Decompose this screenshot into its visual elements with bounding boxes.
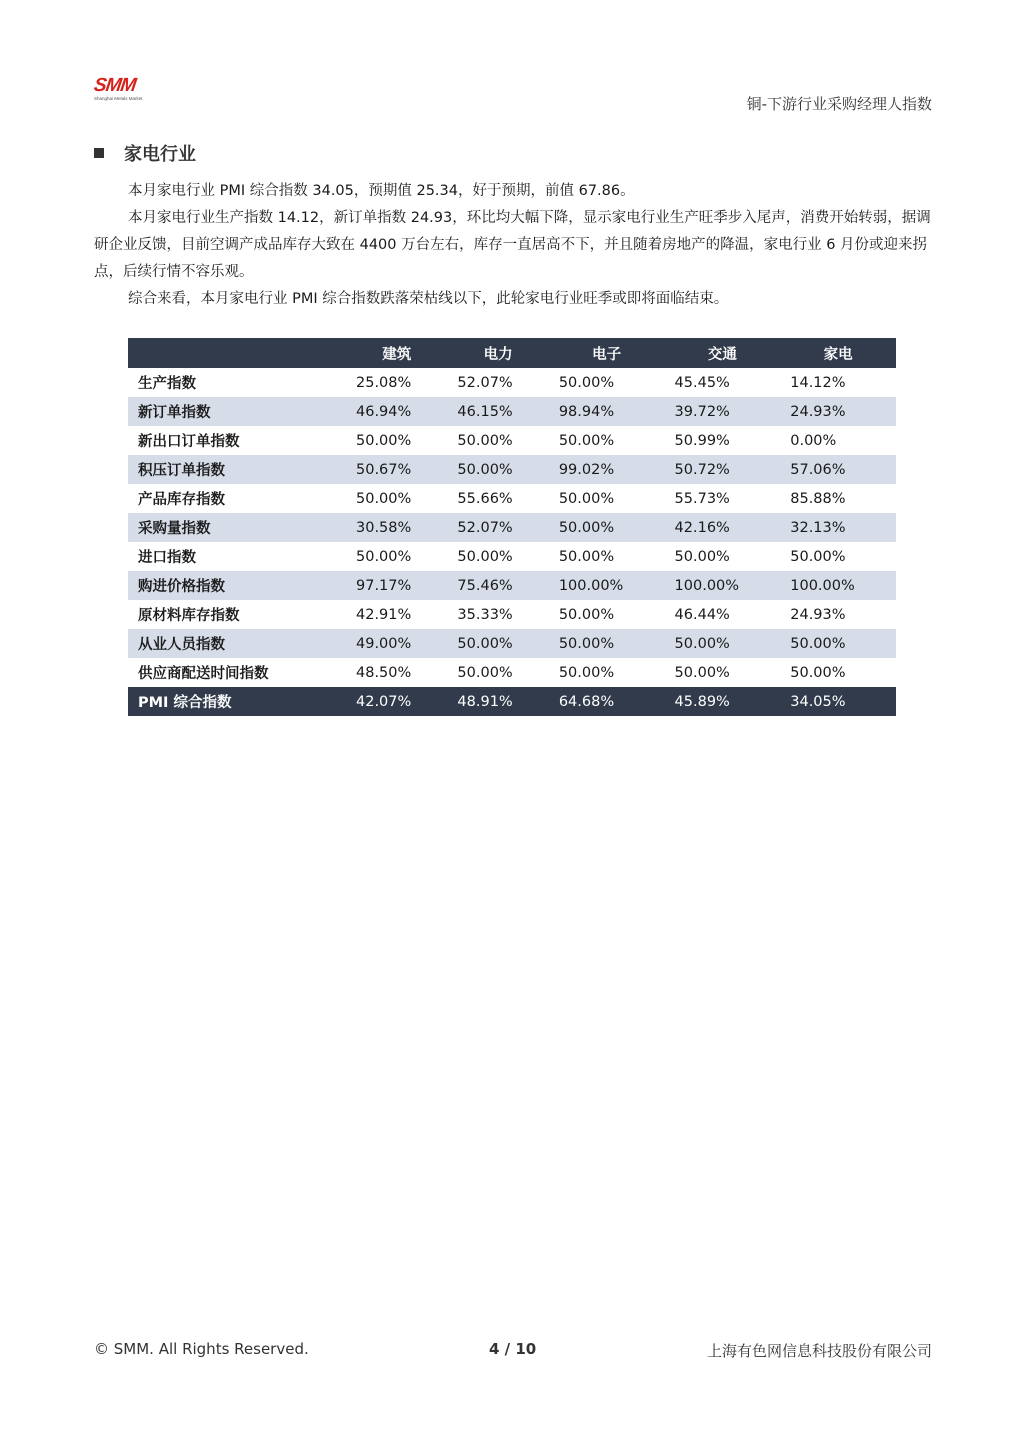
table-cell: 55.73% [674, 490, 730, 507]
table-cell: 100.00% [549, 571, 665, 600]
table-cell: 45.89% [665, 687, 781, 716]
column-header-blank [128, 338, 346, 368]
page-number: 4 / 10 [489, 1340, 537, 1358]
table-row [128, 600, 896, 629]
square-bullet-icon [94, 148, 104, 158]
table-cell: 24.93% [780, 397, 896, 426]
row-label: PMI 综合指数 [128, 687, 346, 716]
table-total-row [128, 687, 896, 716]
paragraph-summary: 本月家电行业 PMI 综合指数 34.05，预期值 25.34，好于预期，前值 67.86。 [128, 183, 635, 199]
row-label: 生产指数 [138, 376, 196, 392]
table-cell: 50.00% [674, 664, 730, 681]
table-cell: 98.94% [549, 397, 665, 426]
column-header-appliances: 家电 [780, 338, 896, 368]
table-row [128, 658, 896, 687]
document-title: 铜-下游行业采购经理人指数 [746, 95, 932, 113]
table-cell: 50.00% [558, 664, 615, 681]
table-cell: 100.00% [665, 571, 781, 600]
table-cell: 50.00% [457, 664, 513, 681]
table-cell: 50.00% [447, 629, 548, 658]
table-cell: 50.00% [457, 432, 513, 449]
paragraph-conclusion: 综合来看，本月家电行业 PMI 综合指数跌落荣枯线以下，此轮家电行业旺季或即将面临结束。 [128, 291, 729, 307]
column-header-construction: 建筑 [346, 338, 447, 368]
row-label: 积压订单指数 [128, 455, 346, 484]
column-header-transport: 交通 [665, 338, 781, 368]
row-label: 产品库存指数 [138, 492, 225, 508]
table-row [128, 542, 896, 571]
table-row [128, 571, 896, 600]
table-cell: 52.07% [447, 513, 548, 542]
row-label: 从业人员指数 [128, 629, 346, 658]
table-cell: 50.00% [356, 548, 412, 565]
table-cell: 50.00% [356, 490, 412, 507]
table-cell: 57.06% [780, 455, 896, 484]
table-cell: 52.07% [457, 374, 513, 391]
table-cell: 50.00% [558, 490, 615, 507]
table-cell: 35.33% [457, 606, 513, 623]
table-cell: 99.02% [549, 455, 665, 484]
table-cell: 48.50% [356, 664, 412, 681]
table-cell: 45.45% [674, 374, 730, 391]
table-cell: 50.00% [356, 432, 412, 449]
section-heading [94, 140, 196, 166]
pmi-table [128, 338, 896, 716]
table-cell: 50.72% [665, 455, 781, 484]
row-label: 新订单指数 [128, 397, 346, 426]
column-header-electronics: 电子 [549, 338, 665, 368]
table-cell: 50.00% [674, 548, 730, 565]
table-cell: 39.72% [665, 397, 781, 426]
row-label: 采购量指数 [128, 513, 346, 542]
table-cell: 55.66% [457, 490, 513, 507]
table-cell: 24.93% [790, 606, 846, 623]
table-row [128, 455, 896, 484]
table-cell: 50.00% [558, 374, 615, 391]
table-cell: 46.44% [674, 606, 730, 623]
table-cell: 25.08% [356, 374, 412, 391]
table-cell: 97.17% [346, 571, 447, 600]
table-row [128, 368, 896, 397]
table-cell: 50.00% [665, 629, 781, 658]
table-cell: 64.68% [549, 687, 665, 716]
table-cell: 50.00% [790, 548, 846, 565]
table-cell: 85.88% [790, 490, 846, 507]
section-heading-text: 家电行业 [124, 144, 196, 165]
row-label: 购进价格指数 [128, 571, 346, 600]
table-row [128, 484, 896, 513]
table-cell: 50.00% [558, 606, 615, 623]
table-cell: 30.58% [346, 513, 447, 542]
table-cell: 46.94% [346, 397, 447, 426]
table-row [128, 397, 896, 426]
row-label: 新出口订单指数 [138, 434, 240, 450]
paragraph-detail: 本月家电行业生产指数 14.12，新订单指数 24.93，环比均大幅下降，显示家电行业生产旺季步入尾声，消费开始转弱，据调研企业反馈，目前空调产成品库存大致在 4400 万台左右，库存一直居高不下，并且随着房地产的降温，家电行业 6 月份或迎来拐点，后续行情不容乐观。 [94, 210, 931, 280]
row-label: 进口指数 [138, 550, 196, 566]
row-label: 供应商配送时间指数 [138, 666, 269, 682]
table-cell: 50.00% [549, 513, 665, 542]
column-header-power: 电力 [447, 338, 548, 368]
table-cell: 14.12% [790, 374, 846, 391]
table-cell: 34.05% [780, 687, 896, 716]
table-cell: 0.00% [790, 432, 837, 449]
table-cell: 50.00% [558, 548, 615, 565]
table-cell: 50.00% [790, 664, 846, 681]
table-cell: 46.15% [447, 397, 548, 426]
footer-copyright: © SMM. All Rights Reserved. [94, 1340, 309, 1358]
logo-subtext: Shanghai Metals Market [94, 96, 143, 101]
table-cell: 32.13% [780, 513, 896, 542]
table-cell: 50.67% [346, 455, 447, 484]
table-cell: 42.16% [665, 513, 781, 542]
table-cell: 49.00% [346, 629, 447, 658]
logo-mark: SMM [92, 75, 137, 96]
table-cell: 48.91% [447, 687, 548, 716]
table-cell: 42.07% [346, 687, 447, 716]
table-cell: 75.46% [447, 571, 548, 600]
table-cell: 42.91% [356, 606, 412, 623]
table-cell: 50.00% [457, 548, 513, 565]
table-row [128, 426, 896, 455]
smm-logo [94, 76, 154, 106]
footer-company: 上海有色网信息科技股份有限公司 [706, 1342, 932, 1360]
table-cell: 50.00% [447, 455, 548, 484]
table-cell: 50.00% [780, 629, 896, 658]
table-cell: 50.99% [674, 432, 730, 449]
row-label: 原材料库存指数 [138, 608, 240, 624]
table-cell: 100.00% [780, 571, 896, 600]
table-cell: 50.00% [558, 432, 615, 449]
table-header-row [128, 338, 896, 368]
table-row [128, 629, 896, 658]
table-cell: 50.00% [549, 629, 665, 658]
table-row [128, 513, 896, 542]
